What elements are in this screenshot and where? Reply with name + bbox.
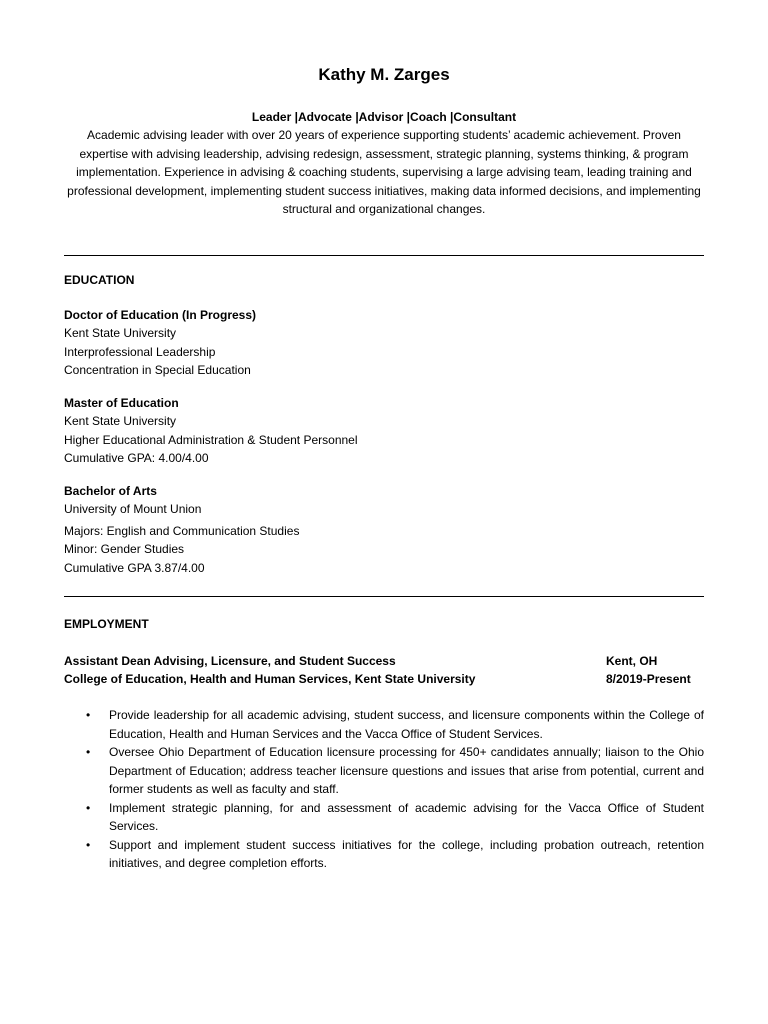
school-name: University of Mount Union bbox=[64, 502, 202, 517]
education-heading: EDUCATION bbox=[64, 273, 135, 287]
list-item: • Oversee Ohio Department of Education licensure processing for 450+ candidates annually; liaison to the Ohio Department of Education; address teacher licensure questions and issues that arise from potential, current and former students as well as faculty and staff. bbox=[86, 745, 704, 796]
summary-paragraph: Academic advising leader with over 20 years of experience supporting students’ academic achievement. Proven expertise with advising leadership, advising redesign, assessment, strategic planning, systems thinking, & program implementation. Experience in advising & coaching students, supervising a large advising team, leading training and professional development, implementing student success initiatives, making data informed decisions, and implementing structural and organizational changes. bbox=[67, 128, 701, 217]
gpa: Cumulative GPA 3.87/4.00 bbox=[64, 560, 205, 575]
degree-title: Bachelor of Arts bbox=[64, 484, 157, 498]
applicant-name: Kathy M. Zarges bbox=[318, 65, 450, 84]
majors: Majors: English and Communication Studies bbox=[64, 523, 300, 538]
program-name: Higher Educational Administration & Student Personnel bbox=[64, 432, 358, 447]
job-title: Assistant Dean Advising, Licensure, and Student Success bbox=[64, 654, 396, 668]
list-item: • Support and implement student success initiatives for the college, including probation outreach, retention initiatives, and degree completion efforts. bbox=[86, 837, 704, 870]
bullet-icon: • bbox=[86, 745, 91, 759]
job-bullet-list bbox=[64, 706, 704, 873]
school-name: Kent State University bbox=[64, 326, 177, 341]
job-location: Kent, OH bbox=[606, 654, 658, 668]
degree-title: Master of Education bbox=[64, 396, 179, 410]
education-entry bbox=[64, 306, 664, 380]
job-organization: College of Education, Health and Human Services, Kent State University bbox=[64, 672, 476, 686]
list-item: • Provide leadership for all academic advising, student success, and licensure components within the College of Education, Health and Human Services and the Vacca Office of Student Services. bbox=[86, 708, 704, 741]
divider bbox=[64, 596, 704, 597]
gpa: Cumulative GPA: 4.00/4.00 bbox=[64, 451, 209, 466]
concentration: Concentration in Special Education bbox=[64, 363, 251, 378]
job-dates: 8/2019-Present bbox=[606, 672, 691, 686]
bullet-icon: • bbox=[86, 837, 91, 852]
minor: Minor: Gender Studies bbox=[64, 542, 185, 557]
bullet-icon: • bbox=[86, 708, 91, 722]
job-title-row bbox=[64, 652, 704, 670]
degree-title: Doctor of Education (In Progress) bbox=[64, 308, 257, 322]
job-org-row bbox=[64, 670, 704, 688]
divider bbox=[64, 255, 704, 256]
list-item: • Implement strategic planning, for and assessment of academic advising for the Vacca Office of Student Services. bbox=[86, 800, 704, 833]
program-name: Interprofessional Leadership bbox=[64, 344, 216, 359]
education-entry bbox=[64, 482, 664, 577]
bullet-icon: • bbox=[86, 800, 91, 815]
school-name: Kent State University bbox=[64, 414, 177, 429]
employment-heading: EMPLOYMENT bbox=[64, 617, 149, 631]
tagline: Leader |Advocate |Advisor |Coach |Consultant bbox=[251, 110, 517, 124]
education-entry bbox=[64, 394, 664, 468]
